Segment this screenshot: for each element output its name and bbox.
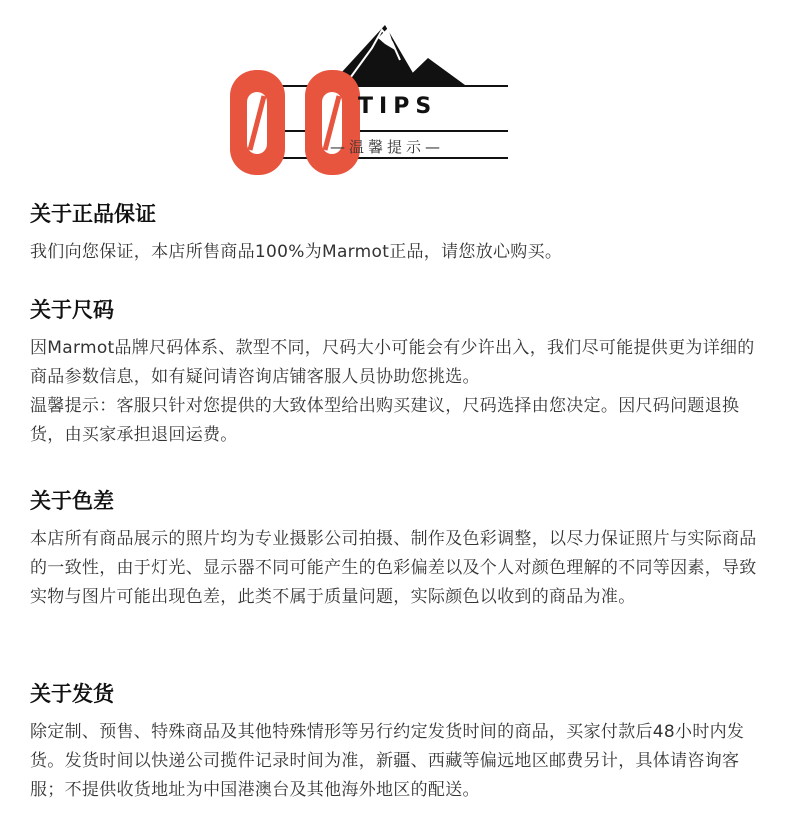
section-authenticity bbox=[30, 200, 765, 267]
section-title: 关于正品保证 bbox=[30, 202, 156, 226]
section-sizing bbox=[30, 296, 765, 450]
section-paragraph: 因Marmot品牌尺码体系、款型不同，尺码大小可能会有少许出入，我们尽可能提供更为详细的商品参数信息，如有疑问请咨询店铺客服人员协助您挑选。 bbox=[30, 338, 755, 387]
section-title: 关于色差 bbox=[30, 489, 114, 513]
section-paragraph: 除定制、预售、特殊商品及其他特殊情形等另行约定发货时间的商品，买家付款后48小时内发货。发货时间以快递公司揽件记录时间为准，新疆、西藏等偏远地区邮费另计，具体请咨询客服；不提供收货地址为中国港澳台及其他海外地区的配送。 bbox=[30, 722, 745, 800]
section-paragraph: 温馨提示：客服只针对您提供的大致体型给出购买建议，尺码选择由您决定。因尺码问题退换货，由买家承担退回运费。 bbox=[30, 396, 740, 445]
section-title: 关于发货 bbox=[30, 682, 114, 706]
tips-label: TIPS bbox=[358, 94, 438, 119]
section-title: 关于尺码 bbox=[30, 298, 114, 322]
section-color-difference bbox=[30, 487, 765, 612]
section-paragraph: 本店所有商品展示的照片均为专业摄影公司拍摄、制作及色彩调整，以尽力保证照片与实际商品的一致性，由于灯光、显示器不同可能产生的色彩偏差以及个人对颜色理解的不同等因素，导致实物与图片可能出现色差，此类不属于质量问题，实际颜色以收到的商品为准。 bbox=[30, 529, 757, 607]
section-shipping bbox=[30, 680, 765, 805]
tips-header bbox=[0, 0, 790, 190]
tips-subtitle: —温馨提示— bbox=[330, 138, 445, 156]
section-paragraph: 我们向您保证，本店所售商品100%为Marmot正品，请您放心购买。 bbox=[30, 242, 563, 262]
